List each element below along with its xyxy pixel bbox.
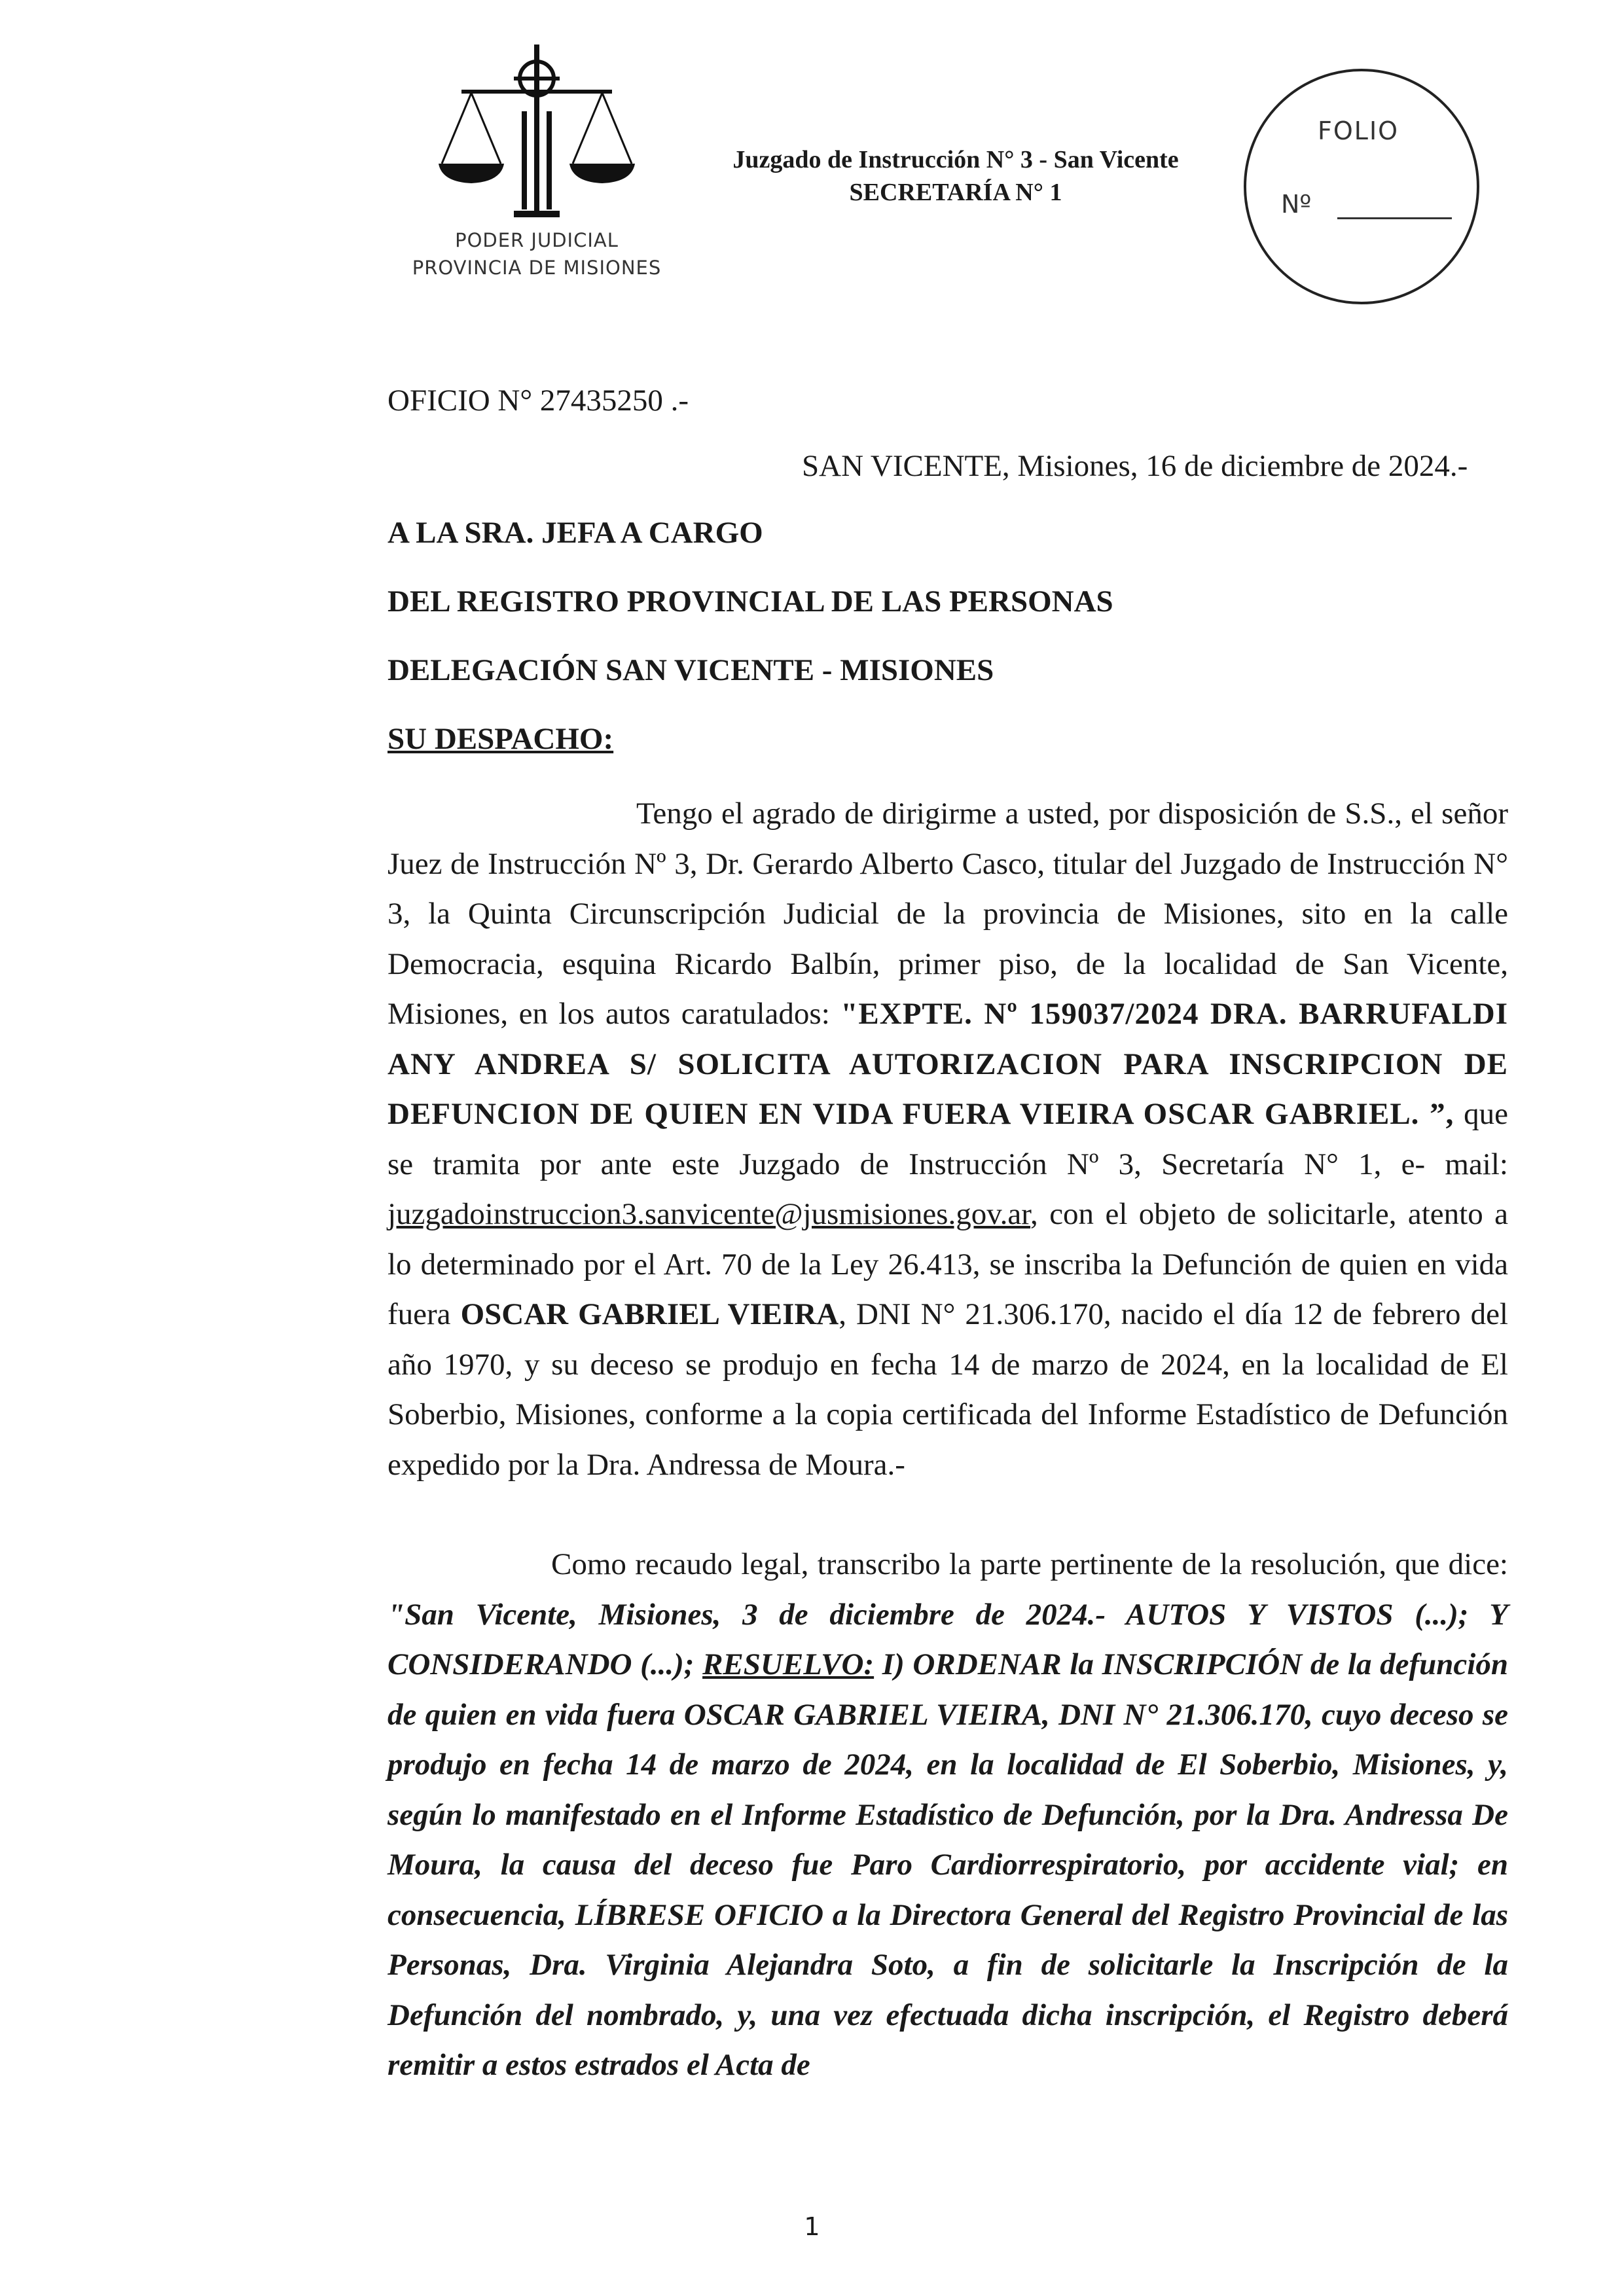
- resuelvo-label: RESUELVO:: [702, 1647, 875, 1681]
- addressee-line-3: DELEGACIÓN SAN VICENTE - MISIONES: [388, 653, 994, 687]
- folio-number-label: Nº: [1281, 190, 1312, 219]
- folio-stamp: [1240, 65, 1483, 308]
- case-title: "EXPTE. Nº 159037/2024 DRA. BARRUFALDI ANY ANDREA S/ SOLICITA AUTORIZACION PARA INSCRIPCION DE DEFUNCION DE QUIEN EN VIDA FUERA VIEIRA OSCAR GABRIEL. ”,: [388, 997, 1508, 1131]
- folio-circle-icon: [1240, 65, 1483, 308]
- logo-text-provincia: PROVINCIA DE MISIONES: [412, 257, 662, 279]
- addressee-line-1: A LA SRA. JEFA A CARGO: [388, 516, 763, 550]
- email-link[interactable]: juzgadoinstruccion3.sanvicente@jusmisiones.gov.ar: [388, 1197, 1031, 1231]
- secretaria-name: SECRETARÍA N° 1: [849, 179, 1062, 206]
- folio-label: FOLIO: [1318, 117, 1399, 145]
- paragraph-1-text-c: , con el objeto de solicitarle, atento a lo determinado por el Art. 70 de la Ley 26.413, se inscriba la Defunción de quien en vida fuera: [388, 1197, 1508, 1331]
- resolution-quote-b: I) ORDENAR la INSCRIPCIÓN de la defunción de quien en vida fuera OSCAR GABRIEL VIEIRA, DNI N° 21.306.170, cuyo deceso se produjo en fecha 14 de marzo de 2024, en la localidad de El Soberbio, Misiones, y, según lo manifestado en el Informe Estadístico de Defunción, por la Dra. Andressa De Moura, la causa del deceso fue Paro Cardiorrespiratorio, por accidente vial; en consecuencia, LÍBRESE OFICIO a la Directora General del Registro Provincial de las Personas, Dra. Virginia Alejandra Soto, a fin de solicitarle la Inscripción de la Defunción del nombrado, y, una vez efectuada dicha inscripción, el Registro deberá remitir a estos estrados el Acta de: [388, 1647, 1508, 2082]
- page-number: 1: [804, 2212, 820, 2241]
- paragraph-2: [388, 1539, 1508, 2090]
- document-body: [388, 789, 1508, 2090]
- paragraph-1-text-d: , DNI N° 21.306.170, nacido el día 12 de febrero del año 1970, y su deceso se produjo en fecha 14 de marzo de 2024, en la localidad de El Soberbio, Misiones, conforme a la copia certificada del Informe Estadístico de Defunción expedido por la Dra. Andressa de Moura.-: [388, 1297, 1508, 1482]
- addressee-line-4: SU DESPACHO:: [388, 722, 614, 756]
- court-name: Juzgado de Instrucción N° 3 - San Vicente: [732, 146, 1179, 173]
- folio-blank-line: [1337, 217, 1452, 219]
- paragraph-1-text-b: que se tramita por ante este Juzgado de Instrucción Nº 3, Secretaría N° 1, e- mail:: [388, 1097, 1508, 1181]
- paragraph-1: [388, 789, 1508, 1490]
- deceased-name: OSCAR GABRIEL VIEIRA: [460, 1297, 839, 1331]
- place-date: SAN VICENTE, Misiones, 16 de diciembre de 2024.-: [802, 449, 1468, 483]
- scales-of-justice-icon: [435, 39, 638, 229]
- poder-judicial-logo: [399, 39, 674, 288]
- resolution-quote-a: "San Vicente, Misiones, 3 de diciembre de 2024.- AUTOS Y VISTOS (...); Y CONSIDERANDO (...);: [388, 1597, 1508, 1681]
- addressee-line-2: DEL REGISTRO PROVINCIAL DE LAS PERSONAS: [388, 584, 1113, 619]
- paragraph-2-text-a: Como recaudo legal, transcribo la parte pertinente de la resolución, que dice:: [551, 1547, 1508, 1581]
- oficio-number: OFICIO N° 27435250 .-: [388, 384, 689, 418]
- logo-text-poder-judicial: PODER JUDICIAL: [455, 229, 619, 251]
- paragraph-1-text-a: Tengo el agrado de dirigirme a usted, por disposición de S.S., el señor Juez de Instrucción Nº 3, Dr. Gerardo Alberto Casco, titular del Juzgado de Instrucción N° 3, la Quinta Circunscripción Judicial de la provincia de Misiones, sito en la calle Democracia, esquina Ricardo Balbín, primer piso, de la localidad de San Vicente, Misiones, en los autos caratulados:: [388, 797, 1508, 1031]
